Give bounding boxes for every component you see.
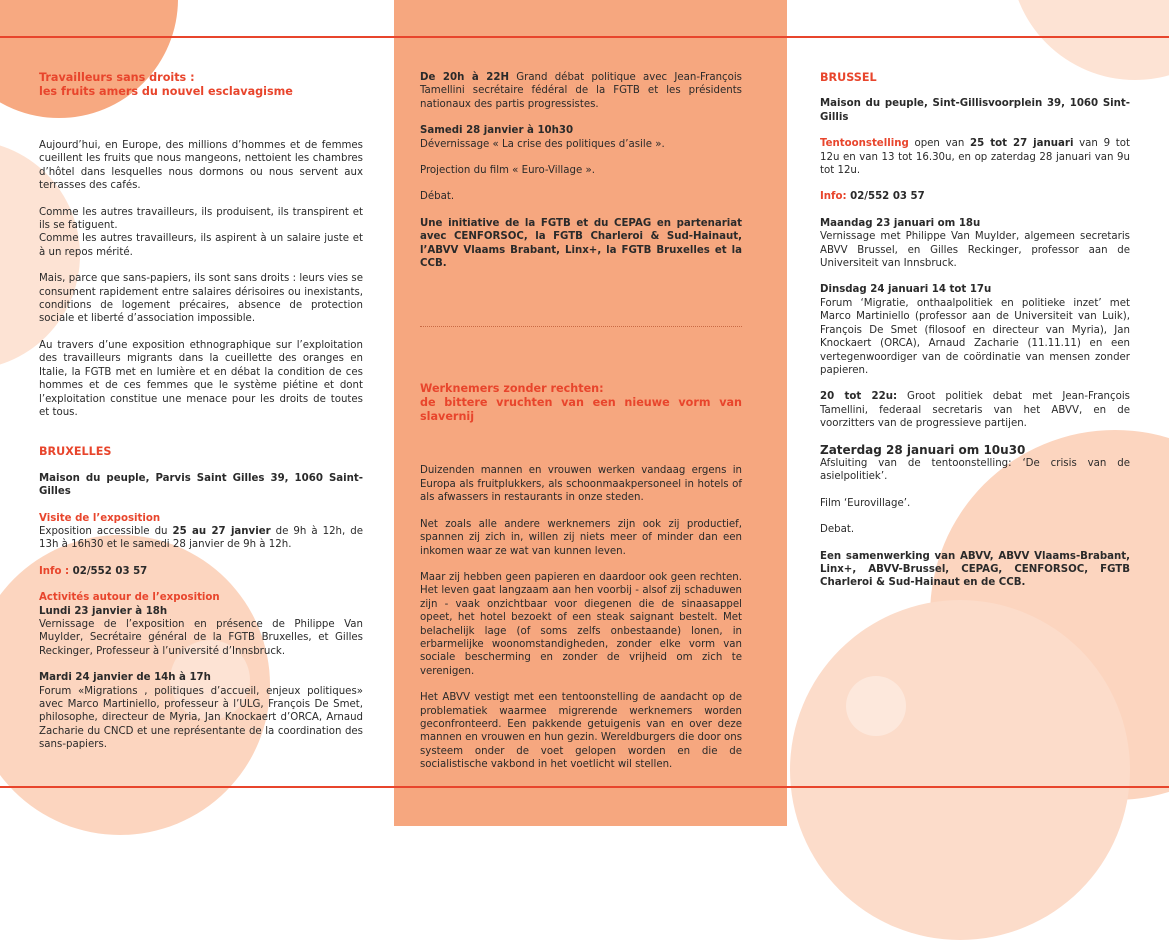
city-heading: BRUXELLES	[39, 445, 112, 459]
event-text: De 20h à 22H Grand débat politique avec Jean-François Tamellini secrétaire fédéral de la FGTB et les présidents nationaux des partis progressistes.	[420, 72, 742, 110]
left-paragraph: Aujourd’hui, en Europe, des millions d’hommes et de femmes cueillent les fruits que nous mangeons, nettoient les chambres d’hôtel dans lesquelles nous dormons ou nous servent aux terrasses des cafés.	[39, 140, 363, 192]
event-text: Vernissage de l’exposition en présence de Philippe Van Muylder, Secrétaire général de la FGTB Bruxelles, et Gilles Reckinger, Professeur à l’université d’Innsbruck.	[39, 618, 363, 657]
nl-paragraph: Duizenden mannen en vrouwen werken vandaag ergens in Europa als fruitplukkers, als schoonmaakpersoneel in hotels of als afwassers in restaurants in onze steden.	[420, 465, 742, 504]
decor-circle	[1010, 0, 1169, 80]
nl-paragraph: Maar zij hebben geen papieren en daardoor ook geen rechten. Het leven gaat langzaam aan hen voorbij - alsof zij schaduwen zijn - vaak onzichtbaar voor diegenen die de sinaasappel opeet, het hotel bezoekt of een steak saignant bestelt. Met belachelijk lage (of soms zelfs onbestaande) lonen, in erbarmelijke woonomstandigheden, zonder elke vorm van sociale bescherming en zonder de vrijheid om zich te verenigen.	[420, 571, 742, 677]
event-text: Forum ‘Migratie, onthaalpolitiek en politieke inzet’ met Marco Martiniello (professor aan de Universiteit van Luik), François De Smet (filosoof en directeur van Myria), Jan Knockaert (ORCA), Arnaud Zacharie (11.11.11) en een vertegenwoordiger van de coördinatie van mensen zonder papieren.	[820, 297, 1130, 376]
info-line: Info: 02/552 03 57	[820, 191, 925, 203]
visit-heading: Visite de l’exposition	[39, 512, 161, 524]
debate-text: Debat.	[820, 524, 855, 536]
event-heading: Dinsdag 24 januari 14 tot 17u	[820, 284, 992, 296]
left-paragraph: Mais, parce que sans-papiers, ils sont sans droits : leurs vies se consument rapidement entre salaires dérisoires ou inexistants, conditions de logement précaires, absence de protection sociale et liberté d’association impossible.	[39, 273, 363, 325]
event-heading: Maandag 23 januari om 18u	[820, 217, 981, 229]
collab-text: Een samenwerking van ABVV, ABVV Vlaams-Brabant, Linx+, ABVV-Brussel, CEPAG, CENFORSOC, FGTB Charleroi & Sud-Hainaut en de CCB.	[820, 550, 1130, 589]
event-heading: Mardi 24 janvier de 14h à 17h	[39, 672, 211, 684]
left-paragraph: Comme les autres travailleurs, ils produisent, ils transpirent et ils se fatiguent. Comme les autres travailleurs, ils aspirent à un salaire juste et à un repos mérité.	[39, 206, 363, 258]
event-heading: Samedi 28 janvier à 10h30	[420, 125, 574, 137]
middle-column	[420, 71, 742, 772]
activities-heading: Activités autour de l’exposition	[39, 592, 220, 604]
event-heading: Lundi 23 janvier à 18h	[39, 605, 168, 617]
right-column	[820, 71, 1130, 590]
initiative-text: Une initiative de la FGTB et du CEPAG en partenariat avec CENFORSOC, la FGTB Charleroi & Sud-Hainaut, l’ABVV Vlaams Brabant, Linx+, la FGTB Bruxelles et la CCB.	[420, 217, 742, 270]
top-rule	[0, 36, 1169, 38]
nl-paragraph: Net zoals alle andere werknemers zijn ook zij productief, spannen zij zich in, willen zij niets meer of minder dan een inkomen waar ze wat van kunnen leven.	[420, 518, 742, 557]
event-text: Afsluiting van de tentoonstelling: ‘De crisis van de asielpolitiek’.	[820, 457, 1130, 483]
info-line: Info : 02/552 03 57	[39, 565, 148, 577]
film-text: Projection du film « Euro-Village ».	[420, 165, 595, 177]
visit-text: Exposition accessible du 25 au 27 janvier de 9h à 12h, de 13h à 16h30 et le samedi 28 janvier de 9h à 12h.	[39, 525, 363, 551]
event-heading: Zaterdag 28 januari om 10u30	[820, 442, 1026, 457]
decor-circle	[790, 600, 1130, 940]
city-heading: BRUSSEL	[820, 71, 877, 84]
venue: Maison du peuple, Parvis Saint Gilles 39, 1060 Saint-Gilles	[39, 472, 363, 498]
event-text: Dévernissage « La crise des politiques d’asile ».	[420, 138, 665, 150]
nl-paragraph: Het ABVV vestigt met een tentoonstelling de aandacht op de problematiek waarmee migrerende werknemers worden geconfronteerd. Een pakkende getuigenis van en over deze mannen en vrouwen en hun gezin. Wereldburgers die door ons systeem onder de voet gelopen worden en die de socialistische vakbond in het voetlicht wil stellen.	[420, 692, 742, 771]
event-text: Vernissage met Philippe Van Muylder, algemeen secretaris ABVV Brussel, en Gilles Reckinger, professor aan de Universiteit van Innsbruck.	[820, 231, 1130, 270]
debate-text: Débat.	[420, 191, 455, 203]
bottom-rule	[0, 786, 1169, 788]
venue: Maison du peuple, Sint-Gillisvoorplein 39, 1060 Sint-Gillis	[820, 98, 1130, 123]
event-text: 20 tot 22u: Groot politiek debat met Jean-François Tamellini, federaal secretaris van het ABVV, en de voorzitters van de progressieve partijen.	[820, 391, 1130, 430]
nl-title: Werknemers zonder rechten: de bittere vruchten van een nieuwe vorm van slavernij	[420, 382, 742, 424]
left-title: Travailleurs sans droits : les fruits amers du nouvel esclavagisme	[39, 71, 293, 98]
decor-circle	[846, 676, 906, 736]
film-text: Film ‘Eurovillage’.	[820, 497, 911, 509]
left-column	[39, 71, 363, 752]
expo-text: Tentoonstelling open van 25 tot 27 januari van 9 tot 12u en van 13 tot 16.30u, en op zaterdag 28 januari van 9u tot 12u.	[820, 138, 1130, 177]
event-text: Forum «Migrations , politiques d’accueil, enjeux politiques» avec Marco Martiniello, professeur à l’ULG, François De Smet, philosophe, directeur de Myria, Jan Knockaert d’ORCA, Arnaud Zacharie du CNCD et une représentante de la coordination des sans-papiers.	[39, 685, 363, 751]
left-paragraph: Au travers d’une exposition ethnographique sur l’exploitation des travailleurs migrants dans la cueillette des oranges en Italie, la FGTB met en lumière et en débat la condition de ces hommes et de ces femmes que le système piétine et dont l’exploitation constitue une menace pour les droits de toutes et tous.	[39, 339, 363, 418]
